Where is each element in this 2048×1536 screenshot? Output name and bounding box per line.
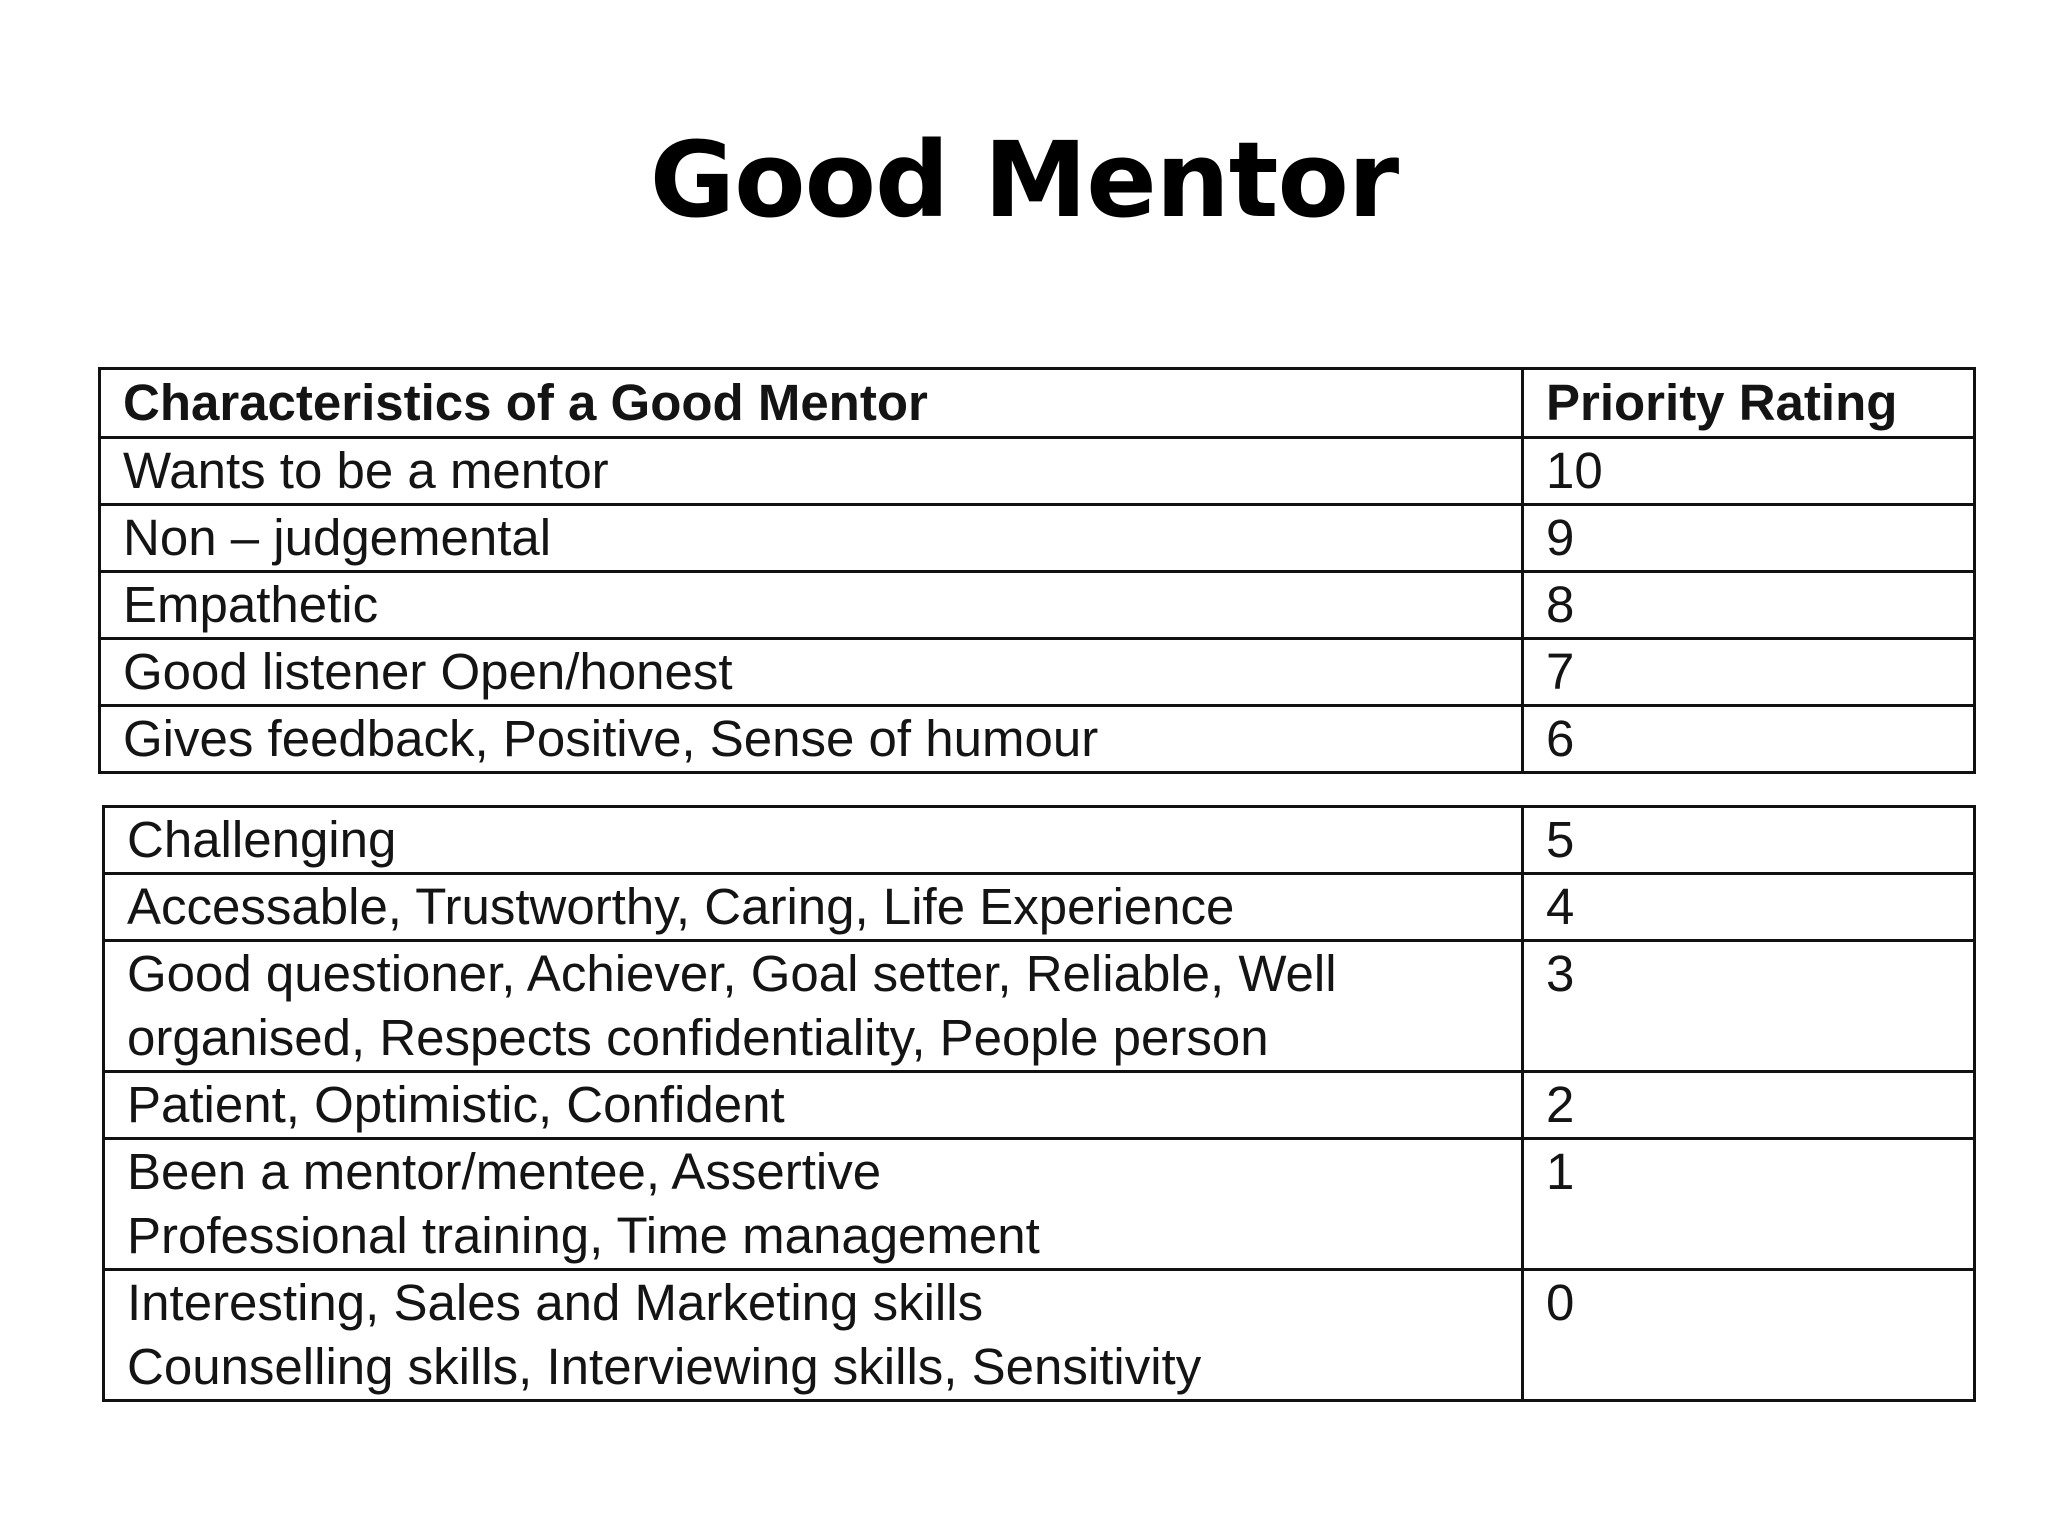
characteristic-line: Interesting, Sales and Marketing skills <box>127 1274 984 1331</box>
characteristic-cell <box>104 1139 1523 1270</box>
characteristic-line: Patient, Optimistic, Confident <box>127 1076 785 1133</box>
characteristic-cell <box>104 941 1523 1072</box>
characteristic-cell: Gives feedback, Positive, Sense of humour <box>100 706 1523 773</box>
table-row <box>100 572 1975 639</box>
table-row <box>104 1139 1975 1270</box>
characteristic-line: Been a mentor/mentee, Assertive <box>127 1143 882 1200</box>
characteristic-cell <box>104 1270 1523 1401</box>
table-row <box>100 505 1975 572</box>
characteristic-line: Accessable, Trustworthy, Caring, Life Experience <box>127 878 1235 935</box>
characteristic-cell: Good listener Open/honest <box>100 639 1523 706</box>
characteristic-cell: Non – judgemental <box>100 505 1523 572</box>
rating-cell: 1 <box>1523 1139 1975 1270</box>
table-row <box>104 1072 1975 1139</box>
rating-cell: 3 <box>1523 941 1975 1072</box>
characteristic-cell: Empathetic <box>100 572 1523 639</box>
characteristic-line: Good questioner, Achiever, Goal setter, Reliable, Well <box>127 945 1337 1002</box>
characteristic-line: organised, Respects confidentiality, People person <box>127 1009 1269 1066</box>
rating-cell: 9 <box>1523 505 1975 572</box>
table-header-row <box>100 369 1975 438</box>
mentor-characteristics-table-continued <box>102 805 1976 1402</box>
characteristic-cell: Wants to be a mentor <box>100 438 1523 505</box>
priority-rating-header: Priority Rating <box>1523 369 1975 438</box>
rating-cell: 6 <box>1523 706 1975 773</box>
characteristics-header: Characteristics of a Good Mentor <box>100 369 1523 438</box>
table-row <box>100 639 1975 706</box>
rating-cell: 4 <box>1523 874 1975 941</box>
table-row <box>100 706 1975 773</box>
characteristic-line: Professional training, Time management <box>127 1207 1040 1264</box>
rating-cell: 7 <box>1523 639 1975 706</box>
mentor-characteristics-table <box>98 367 1976 774</box>
characteristic-cell <box>104 874 1523 941</box>
characteristic-line: Challenging <box>127 811 397 868</box>
rating-cell: 2 <box>1523 1072 1975 1139</box>
slide-title: Good Mentor <box>649 119 1399 241</box>
rating-cell: 0 <box>1523 1270 1975 1401</box>
characteristic-line: Counselling skills, Interviewing skills, Sensitivity <box>127 1338 1202 1395</box>
characteristic-cell <box>104 807 1523 874</box>
table-row <box>104 1270 1975 1401</box>
rating-cell: 5 <box>1523 807 1975 874</box>
table-row <box>100 438 1975 505</box>
table-row <box>104 807 1975 874</box>
rating-cell: 8 <box>1523 572 1975 639</box>
rating-cell: 10 <box>1523 438 1975 505</box>
characteristic-cell <box>104 1072 1523 1139</box>
table-row <box>104 874 1975 941</box>
table-row <box>104 941 1975 1072</box>
